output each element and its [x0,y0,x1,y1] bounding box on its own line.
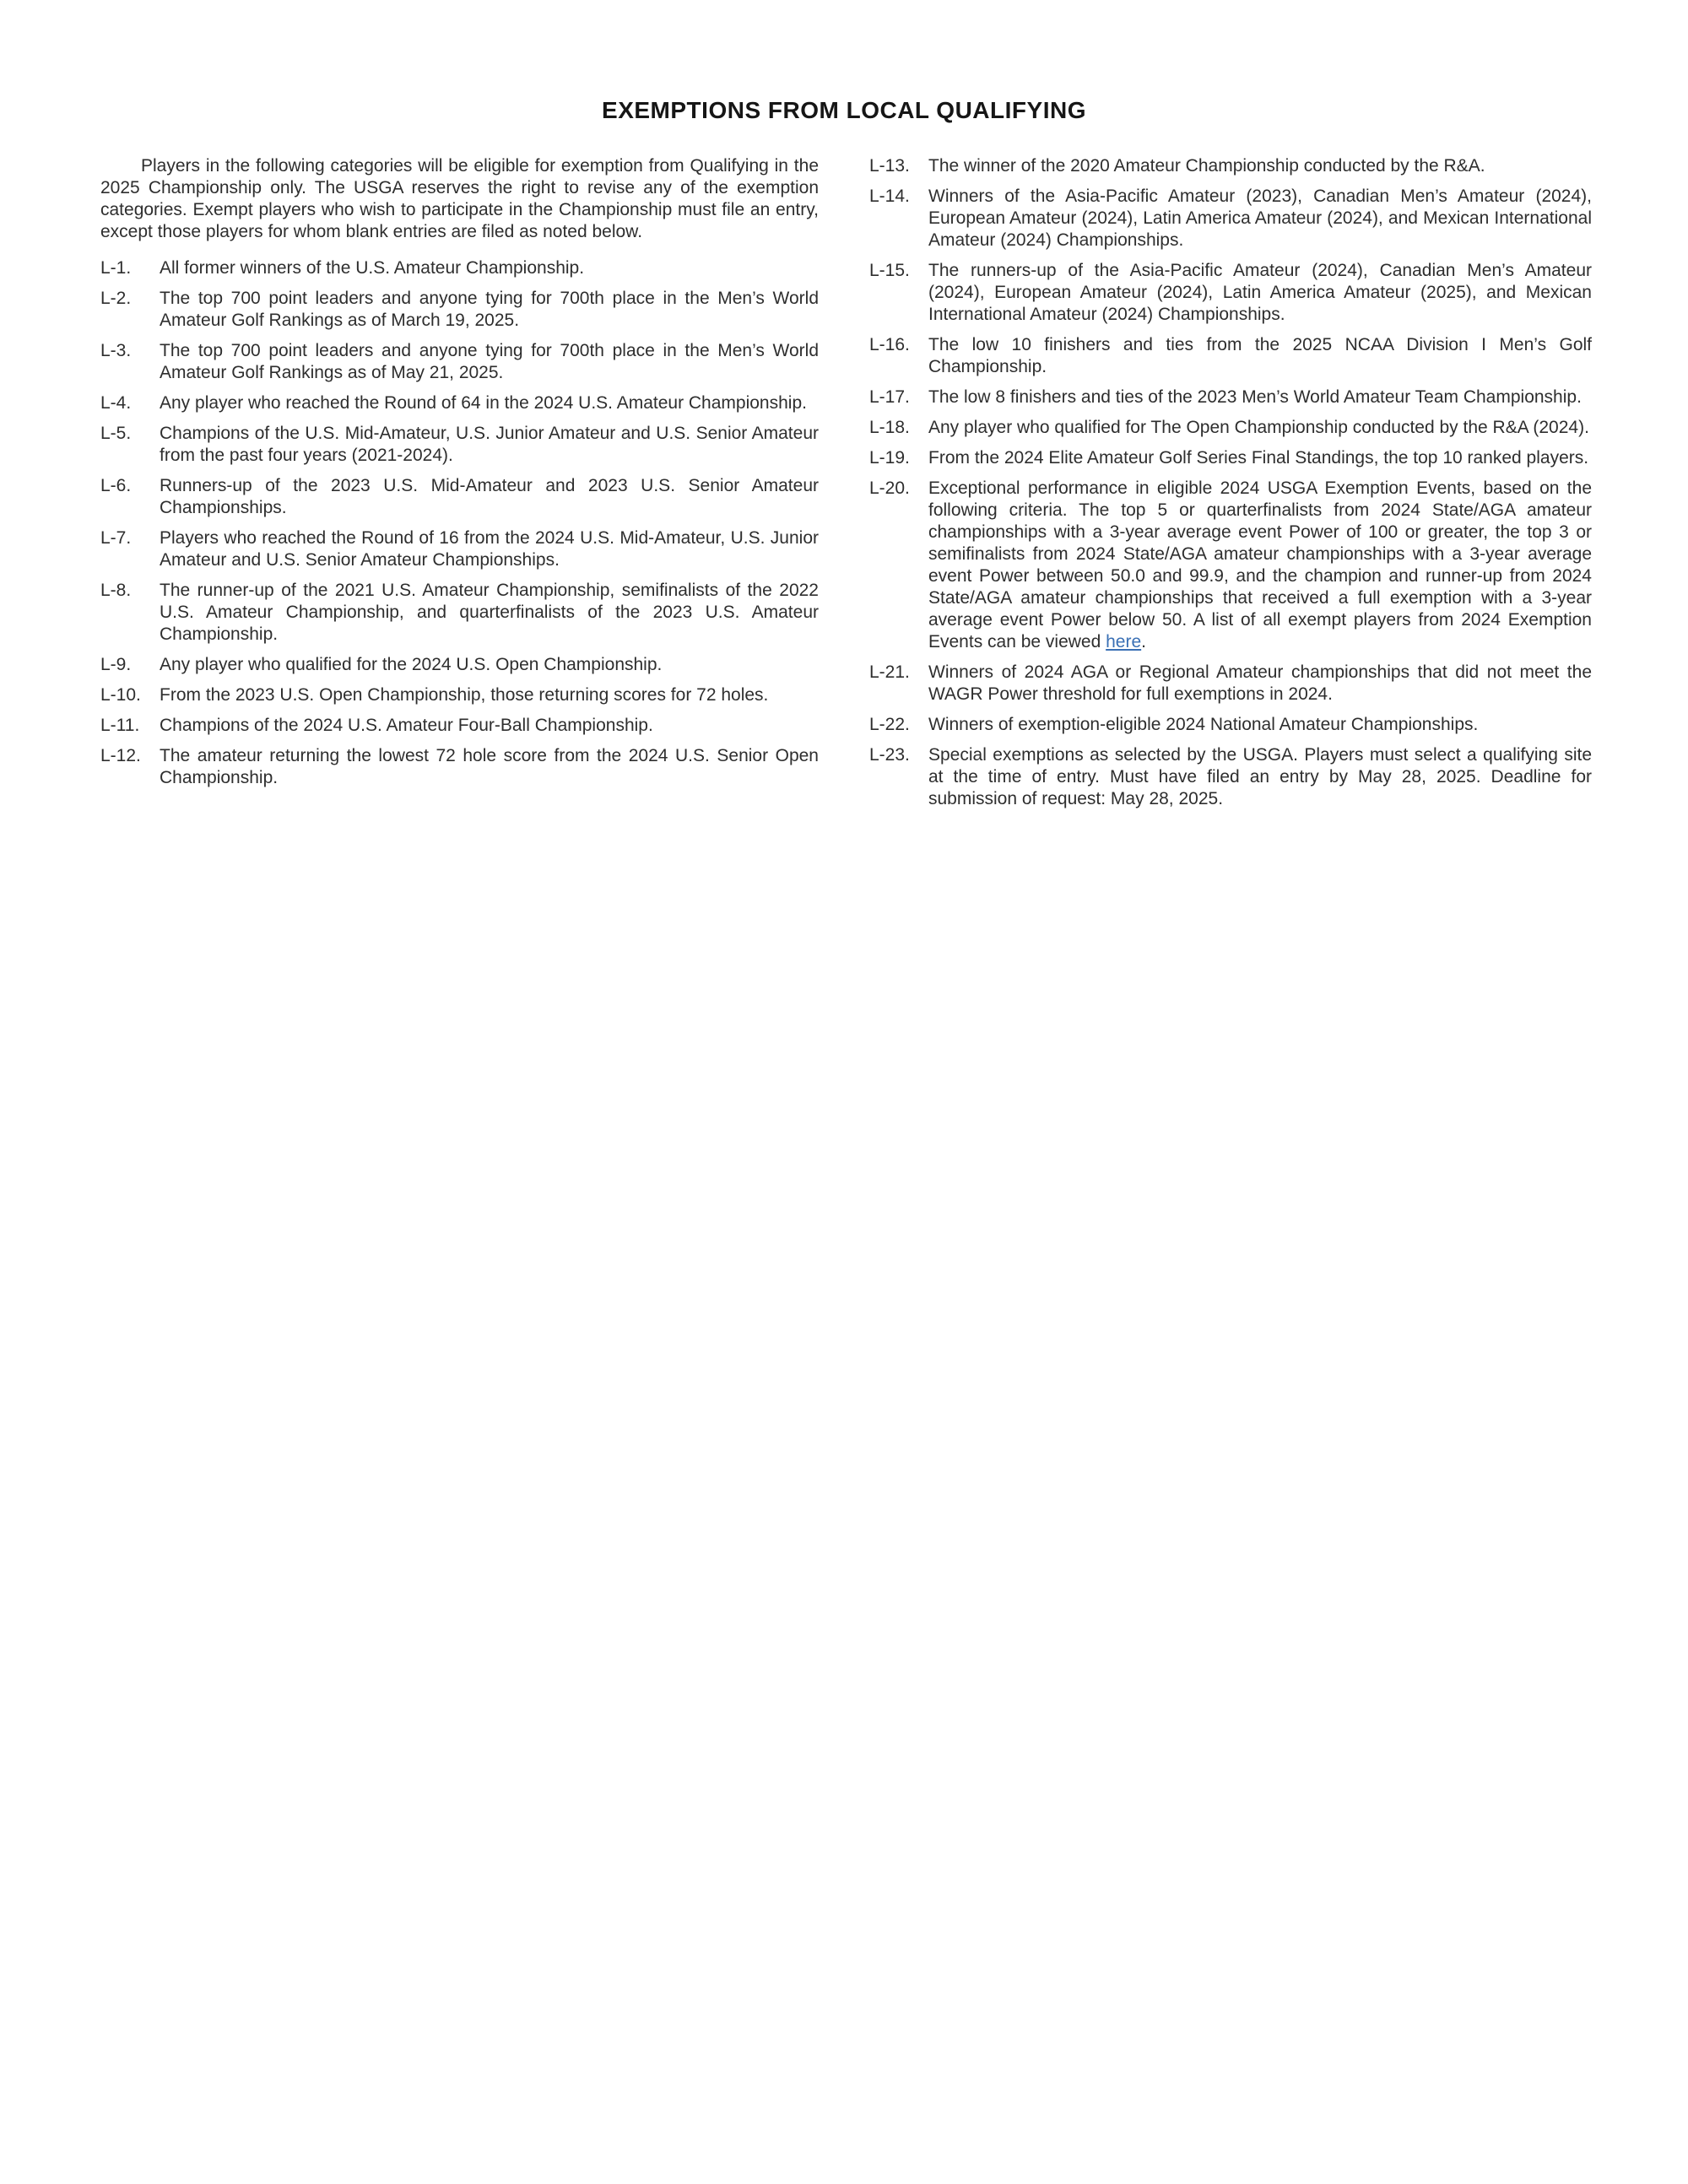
exemption-item-text: Runners-up of the 2023 U.S. Mid-Amateur and 2023 U.S. Senior Amateur Championships. [160,476,819,517]
exemption-item-text: Champions of the U.S. Mid-Amateur, U.S. Junior Amateur and U.S. Senior Amateur from the past four years (2021-2024). [160,424,819,465]
exemption-item-number: L-13. [869,156,910,176]
exemption-item-number: L-12. [100,746,141,765]
exemption-item [869,744,1592,810]
exemption-item-number: L-20. [869,478,910,498]
exemption-list-left [100,257,819,789]
exemption-item-text: Any player who reached the Round of 64 in the 2024 U.S. Amateur Championship. [160,393,807,413]
exemption-item-text: The runner-up of the 2021 U.S. Amateur Championship, semifinalists of the 2022 U.S. Amateur Championship, and quarterfinalists of the 2023 U.S. Amateur Championship. [160,581,819,644]
intro-paragraph: Players in the following categories will be eligible for exemption from Qualifying in the 2025 Championship only. The USGA reserves the right to revise any of the exemption categories. Exempt players who wish to participate in the Championship must file an entry, except those players for whom blank entries are filed as noted below. [100,156,819,241]
exemption-item-number: L-19. [869,448,910,468]
exemption-item [869,260,1592,326]
exemption-item [100,580,819,646]
exemption-item-number: L-6. [100,476,132,495]
page-title: EXEMPTIONS FROM LOCAL QUALIFYING [602,97,1086,123]
exemption-item [869,447,1592,469]
exemption-item [100,288,819,332]
exemption-item [100,684,819,706]
exemption-item [100,257,819,279]
exemption-item-number: L-18. [869,418,910,437]
exemption-item-number: L-7. [100,528,132,548]
exemption-item-text: Winners of exemption-eligible 2024 National Amateur Championships. [928,715,1479,734]
exemption-item [869,186,1592,251]
right-column [869,155,1592,819]
exemption-item-number: L-23. [869,745,910,765]
exemption-item-text: The top 700 point leaders and anyone tying for 700th place in the Men’s World Amateur Golf Rankings as of May 21, 2025. [160,341,819,382]
exemption-item-text: The low 10 finishers and ties from the 2025 NCAA Division I Men’s Golf Championship. [928,335,1592,376]
exemption-item-number: L-22. [869,715,910,734]
exemption-item [869,714,1592,736]
two-column-layout [0,155,1688,819]
exemption-item [100,340,819,384]
exemption-item [869,334,1592,378]
exemption-item-number: L-10. [100,685,141,705]
exemption-item-text: All former winners of the U.S. Amateur Championship. [160,258,585,278]
exemption-item-number: L-4. [100,393,132,413]
exemption-item [100,392,819,414]
exemption-item-text: The amateur returning the lowest 72 hole score from the 2024 U.S. Senior Open Championship. [160,746,819,787]
exemption-item [100,715,819,737]
left-column [100,155,819,819]
exemption-item-text: The runners-up of the Asia-Pacific Amateur (2024), Canadian Men’s Amateur (2024), European Amateur (2024), Latin America Amateur (2025), and Mexican International Amateur (2024) Championships. [928,261,1592,324]
exemption-item [869,478,1592,653]
exemption-item-number: L-1. [100,258,132,278]
exemption-item-text: The top 700 point leaders and anyone tying for 700th place in the Men’s World Amateur Golf Rankings as of March 19, 2025. [160,289,819,330]
exemption-item-text: Exceptional performance in eligible 2024 USGA Exemption Events, based on the following criteria. The top 5 or quarterfinalists from 2024 State/AGA amateur championships with a 3-year average event Power of 100 or greater, the top 3 or semifinalists from 2024 State/AGA amateur championships with a 3-year average event Power between 50.0 and 99.9, and the champion and runner-up from 2024 State/AGA amateur championships that received a full exemption with a 3-year average event Power below 50. A list of all exempt players from 2024 Exemption Events can be viewed here. [928,478,1592,651]
exemption-item-text: Special exemptions as selected by the USGA. Players must select a qualifying site at the time of entry. Must have filed an entry by May 28, 2025. Deadline for submission of request: May 28, 2025. [928,745,1592,808]
exemption-item-text: The low 8 finishers and ties of the 2023 Men’s World Amateur Team Championship. [928,387,1582,407]
exemption-item-number: L-11. [100,716,140,735]
exemption-item [869,662,1592,705]
exemption-item-number: L-9. [100,655,132,674]
exemption-item-text: Any player who qualified for The Open Championship conducted by the R&A (2024). [928,418,1589,437]
exemption-item-text: From the 2023 U.S. Open Championship, those returning scores for 72 holes. [160,685,769,705]
here-link[interactable]: here [1106,632,1142,651]
exemption-item-text: Winners of 2024 AGA or Regional Amateur championships that did not meet the WAGR Power threshold for full exemptions in 2024. [928,662,1592,704]
exemption-item [100,423,819,467]
exemption-item [100,527,819,571]
exemption-item-number: L-5. [100,424,132,443]
exemption-item-number: L-8. [100,581,132,600]
exemption-item-text: Any player who qualified for the 2024 U.S. Open Championship. [160,655,663,674]
exemption-item [100,475,819,519]
exemption-item-number: L-2. [100,289,132,308]
exemption-item-text: The winner of the 2020 Amateur Championship conducted by the R&A. [928,156,1485,176]
exemption-item-text: Players who reached the Round of 16 from the 2024 U.S. Mid-Amateur, U.S. Junior Amateur and U.S. Senior Amateur Championships. [160,528,819,570]
exemption-item-text: From the 2024 Elite Amateur Golf Series Final Standings, the top 10 ranked players. [928,448,1589,468]
exemption-item-number: L-15. [869,261,910,280]
exemption-item [869,387,1592,408]
exemption-item-number: L-14. [869,187,910,206]
exemption-item-number: L-21. [869,662,910,682]
exemption-item-number: L-17. [869,387,910,407]
exemption-item-number: L-3. [100,341,132,360]
exemption-item-text: Champions of the 2024 U.S. Amateur Four-Ball Championship. [160,716,653,735]
exemption-item [100,745,819,789]
exemption-item [869,155,1592,177]
exemption-item-number: L-16. [869,335,910,354]
exemption-item-text: Winners of the Asia-Pacific Amateur (2023), Canadian Men’s Amateur (2024), European Amateur (2024), Latin America Amateur (2024), and Mexican International Amateur (2024) Championships. [928,187,1592,250]
exemption-item [869,417,1592,439]
exemption-list-right [869,155,1592,810]
exemption-item [100,654,819,676]
